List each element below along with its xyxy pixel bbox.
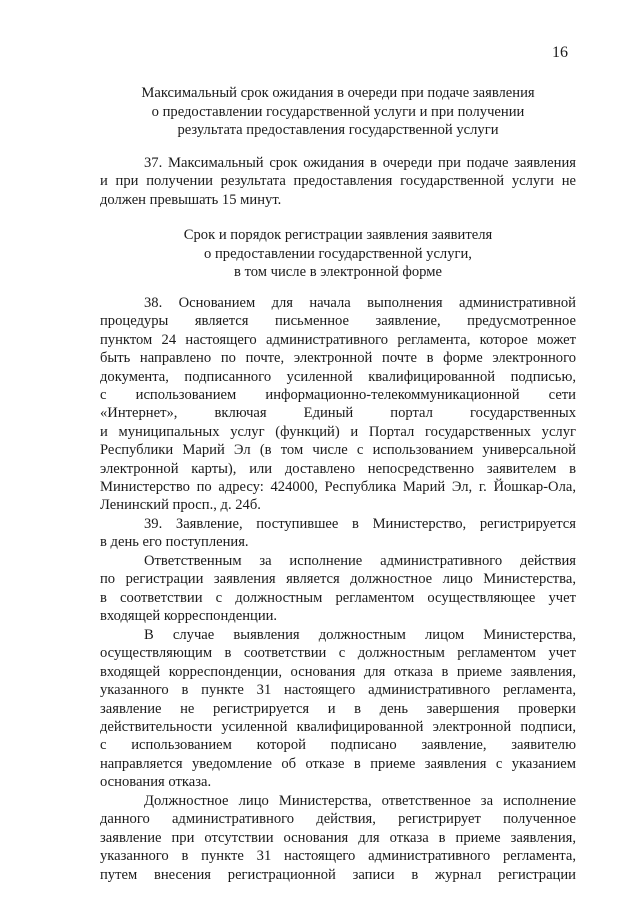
paragraph-line: документа, подписанного усиленной квалифицированной подписью, — [100, 368, 576, 385]
paragraph-official — [100, 792, 576, 884]
page-number: 16 — [552, 44, 568, 61]
paragraph-line: входящей корреспонденции. — [100, 608, 278, 625]
section-heading-registration — [100, 226, 576, 282]
paragraph-line: по регистрации заявления является должностное лицо Министерства, — [100, 571, 576, 588]
heading-line: Срок и порядок регистрации заявления заявителя — [183, 227, 493, 243]
section-heading-max-wait — [100, 84, 576, 140]
paragraph-37 — [100, 154, 576, 209]
paragraph-line: входящей корреспонденции, основания для отказа в приеме заявления, — [100, 663, 576, 680]
paragraph-line: с использованием которой подписано заявление, заявителю — [100, 737, 576, 754]
paragraph-line: направляется уведомление об отказе в приеме заявления с указанием — [100, 755, 576, 772]
heading-line: результата предоставления государственной услуги — [177, 122, 499, 138]
heading-line: Максимальный срок ожидания в очереди при подаче заявления — [141, 85, 535, 101]
paragraph-39 — [100, 515, 576, 552]
paragraph-line: быть направлено по почте, электронной почте в форме электронного — [100, 350, 576, 367]
paragraph-line: 37. Максимальный срок ожидания в очереди при подаче заявления — [144, 155, 576, 171]
paragraph-line: Министерство по адресу: 424000, Республика Марий Эл, г. Йошкар-Ола, — [100, 479, 576, 496]
paragraph-line: действительности усиленной квалифицированной электронной подписи, — [100, 719, 576, 736]
paragraph-line: процедуры является письменное заявление, предусмотренное — [100, 313, 576, 330]
paragraph-responsible — [100, 552, 576, 626]
paragraph-line: с использованием информационно-телекоммуникационной сети — [100, 387, 576, 404]
paragraph-line: в соответствии с должностным регламентом осуществляющее учет — [100, 589, 576, 606]
paragraph-line: указанного в пункте 31 настоящего административного регламента, — [100, 682, 576, 699]
paragraph-line: электронной карты), или доставлено непосредственно заявителем в — [100, 460, 576, 477]
paragraph-line: В случае выявления должностным лицом Министерства, — [144, 627, 576, 643]
paragraph-line: осуществляющим в соответствии с должностным регламентом учет — [100, 645, 576, 662]
heading-line: о предоставлении государственной услуги и при получении — [151, 103, 525, 120]
paragraph-line: «Интернет», включая Единый портал государственных — [100, 405, 576, 422]
paragraph-line: 38. Основанием для начала выполнения административной — [144, 295, 576, 311]
paragraph-line: Республики Марий Эл (в том числе с использованием универсальной — [100, 442, 576, 459]
paragraph-line: 39. Заявление, поступившее в Министерство, регистрируется — [144, 516, 576, 532]
heading-line: в том числе в электронной форме — [234, 264, 442, 280]
paragraph-line: и муниципальных услуг (функций) и Портал государственных услуг — [100, 423, 576, 440]
heading-line: о предоставлении государственной услуги, — [204, 245, 472, 262]
paragraph-line: данного административного действия, регистрирует полученное — [100, 811, 576, 828]
paragraph-line: путем внесения регистрационной записи в журнал регистрации — [100, 866, 576, 883]
paragraph-line: указанного в пункте 31 настоящего административного регламента, — [100, 848, 576, 865]
paragraph-line: Ответственным за исполнение административного действия — [144, 553, 576, 569]
paragraph-line: должен превышать 15 минут. — [100, 191, 282, 208]
paragraph-line: пунктом 24 настоящего административного регламента, которое может — [100, 331, 576, 348]
paragraph-line: заявление не регистрируется и в день завершения проверки — [100, 700, 576, 717]
paragraph-line: Ленинский просп., д. 24б. — [100, 497, 261, 514]
paragraph-38 — [100, 294, 576, 515]
paragraph-line: и при получении результата предоставления государственной услуги не — [100, 173, 576, 190]
paragraph-line: Должностное лицо Министерства, ответственное за исполнение — [144, 793, 576, 809]
paragraph-line: в день его поступления. — [100, 534, 249, 551]
paragraph-line: основания отказа. — [100, 774, 212, 791]
paragraph-line: заявление при отсутствии основания для отказа в приеме заявления, — [100, 829, 576, 846]
paragraph-refusal-case — [100, 626, 576, 792]
